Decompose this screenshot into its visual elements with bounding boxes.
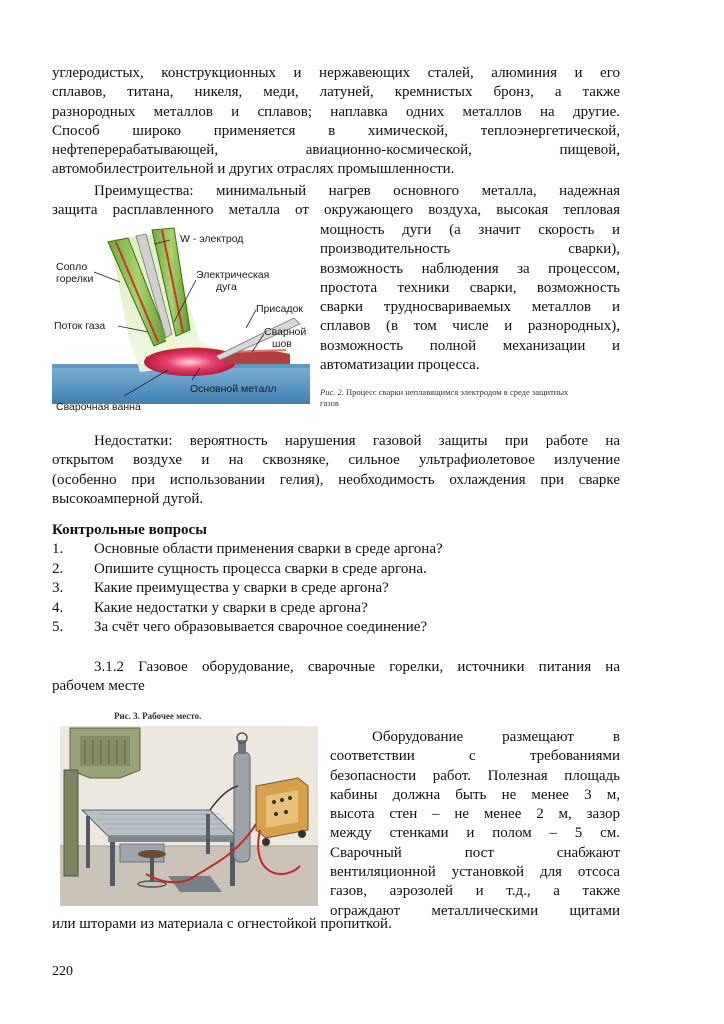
welding-workplace-illustration (60, 726, 318, 906)
list-item: 1. Основные области применения сварки в среде аргона? (52, 541, 443, 557)
label-arc-2: дуга (216, 281, 237, 293)
text-line: газов, аэрозолей и т.д., а также (330, 883, 620, 900)
text-line: Преимущества: минимальный нагрев основного металла, надежная (94, 183, 620, 199)
caption-text: Процесс сварки неплавящимся электродом в среде защитных (345, 387, 569, 397)
text-line: углеродистых, конструкционных и нержавеющих сталей, алюминия и его (52, 65, 620, 81)
list-item: 3. Какие преимущества у сварки в среде аргона? (52, 580, 389, 596)
text-line: автоматизации процесса. (320, 357, 480, 374)
text-line: мощность дуги (а значит скорость и (320, 222, 620, 238)
text-line: разнородных металлов и сплавов; наплавка одних металлов на другие. (52, 103, 620, 120)
list-item: 5. За счёт чего образовывается сварочное соединение? (52, 619, 428, 635)
text-line: рабочем месте (52, 678, 145, 695)
text-line: кабины должна быть не менее 3 м, (330, 786, 620, 803)
text-line: открытом воздухе и на сквозняке, сильное ультрафиолетовое излучение (52, 452, 620, 469)
text-line: Недостатки: вероятность нарушения газовой защиты при работе на (94, 433, 620, 449)
disadvantages-paragraph (52, 432, 620, 509)
advantages-paragraph (52, 182, 620, 221)
equipment-last-line: или шторами из материала с огнестойкой пропиткой. (52, 916, 392, 932)
text-line: Оборудование размещают в (372, 729, 620, 745)
text-line: вентиляционной установкой для отсоса (330, 864, 620, 881)
advantages-wrap-text (320, 221, 620, 375)
figure-3-caption: Рис. 3. Рабочее место. (114, 711, 202, 721)
questions-list (52, 540, 620, 638)
text-line: нефтеперерабатывающей, авиационно-космической, пищевой, (52, 142, 620, 159)
text-line: сварки трудносвариваемых металлов и (320, 299, 620, 316)
list-item: 2. Опишите сущность процесса сварки в среде аргона. (52, 560, 427, 577)
text-line: Сварочный пост снабжают (330, 844, 620, 861)
text-line: защита расплавленного металла от окружающего воздуха, высокая тепловая (52, 202, 620, 219)
text-line: 3.1.2 Газовое оборудование, сварочные горелки, источники питания на (94, 659, 620, 675)
text-line: возможность полной механизации и (320, 337, 620, 354)
text-line: автомобилестроительной и других отраслях промышленности. (52, 161, 455, 178)
text-line: простота техники сварки, возможность (320, 279, 620, 296)
label-seam-1: Сварной (264, 326, 307, 338)
list-item: 4. Какие недостатки у сварки в среде аргона? (52, 599, 368, 616)
label-gas-flow: Поток газа (54, 320, 106, 332)
label-seam-2: шов (272, 338, 292, 350)
figure-2-caption (320, 387, 620, 409)
text-line: между стенками и полом – 5 см. (330, 825, 620, 842)
intro-paragraph (52, 64, 620, 180)
label-arc-1: Электрическая (196, 269, 270, 281)
text-line: возможность наблюдения за процессом, (320, 260, 620, 277)
label-nozzle-1: Сопло (56, 261, 88, 273)
text-line: (особенно при использовании гелия), необходимость охлаждения при сварке (52, 471, 620, 488)
label-electrode: W - электрод (180, 233, 244, 245)
caption-prefix: Рис. 2. (320, 387, 344, 397)
section-heading (52, 658, 620, 697)
text-line: Способ широко применяется в химической, теплоэнергетической, (52, 122, 620, 139)
text-line: сплавов (в том числе и разнородных), (320, 318, 620, 335)
text-line: соответствии с требованиями (330, 748, 620, 765)
caption-text: газов (320, 398, 339, 408)
text-line: ограждают металлическими щитами (330, 902, 620, 919)
text-line: безопасности работ. Полезная площадь (330, 767, 620, 784)
tig-welding-diagram (50, 222, 312, 414)
label-base-metal: Основной металл (190, 383, 277, 395)
text-line: сплавов, титана, никеля, меди, латуней, кремнистых бронз, а также (52, 84, 620, 101)
page-number: 220 (52, 964, 73, 979)
text-line: высокоамперной дугой. (52, 490, 204, 507)
equipment-paragraph (330, 728, 620, 921)
text-line: производительность сварки), (320, 241, 620, 258)
questions-heading: Контрольные вопросы (52, 522, 207, 538)
label-nozzle-2: горелки (56, 273, 94, 285)
text-line: высота стен – не менее 2 м, зазор (330, 806, 620, 823)
label-weld-pool: Сварочная ванна (56, 401, 141, 413)
label-filler: Присадок (256, 303, 303, 315)
